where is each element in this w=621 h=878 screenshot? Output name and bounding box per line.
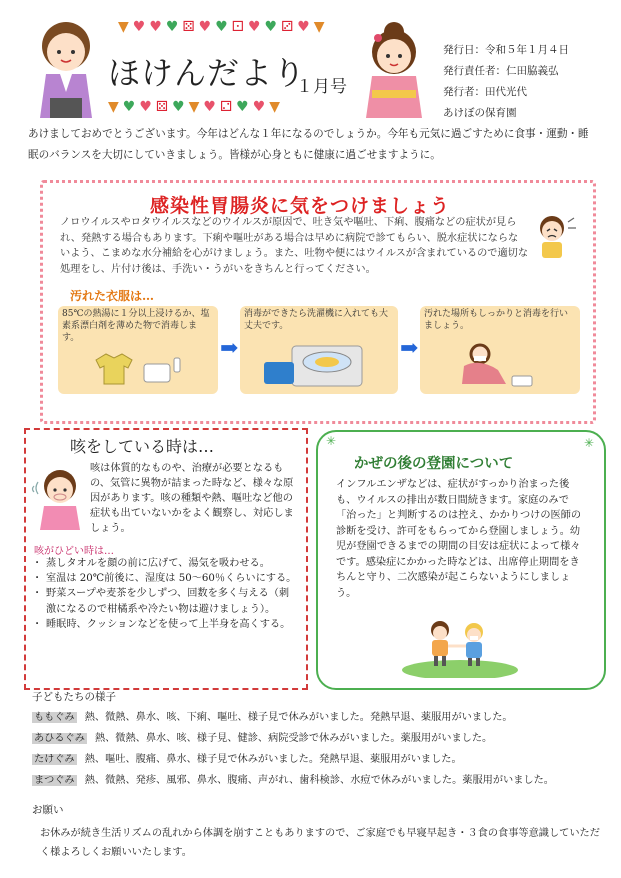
table-row — [32, 729, 612, 748]
table-row — [32, 771, 612, 790]
heart-icon: ♥ — [247, 19, 261, 35]
heart-icon: ♥ — [252, 99, 266, 115]
spinning-top-icon: ▼ — [108, 99, 119, 115]
spinning-top-icon: ▼ — [188, 99, 200, 115]
arrow-right-icon: ➡ — [400, 336, 419, 361]
heart-icon: ♥ — [149, 19, 162, 35]
class-status: 熱、嘔吐、腹痛、鼻水、様子見で休みがいました。発熱早退、薬服用がいました。 — [84, 754, 462, 765]
cold-body: インフルエンザなどは、症状がすっかり治まった後も、ウイルスの排出が数日間続きます。家庭のみで「治った」と判断するのは控え、かかりつけの医師の診断を受け、許可をもらってから登園しましょう。幼児が登園できるまでの期間の目安は症状によって様々です。感染症にかかった時などは、出席停止期間をきちんと守り、二次感染が起こらないようにしましょう。 — [336, 479, 582, 599]
class-name: あひるぐみ — [34, 733, 85, 744]
step-card-1 — [58, 306, 218, 394]
publish-date: 発行日：令和５年１月４日 — [443, 44, 569, 56]
editor: 発行責任者：仁田脇義弘 — [443, 65, 559, 77]
cleaning-person-icon — [450, 340, 550, 392]
request-body: お休みが続き生活リズムの乱れから体調を崩すこともありますので、ご家庭でも早寝早起き・３食の食事等意識していただく様よろしくお願いいたします。 — [40, 828, 600, 858]
arrow-right-icon: ➡ — [220, 336, 239, 361]
dice-icon: ⚄ — [182, 19, 195, 35]
spinning-top-icon: ▼ — [313, 19, 325, 35]
step-card-3 — [420, 306, 580, 394]
table-row — [32, 708, 612, 727]
spinning-top-icon: ▼ — [118, 19, 129, 35]
gastro-title: 感染性胃腸炎に気をつけましょう — [150, 195, 451, 217]
class-name: まつぐみ — [34, 775, 75, 786]
publication-info — [443, 40, 569, 124]
organization: あけぼの保育園 — [443, 107, 517, 119]
newsletter-title: ほけんだより — [108, 54, 307, 92]
heart-icon: ♥ — [203, 99, 216, 115]
list-item: ・ 睡眠時、クッションなどを使って上半身を高くする。 — [34, 617, 298, 632]
table-row — [32, 750, 612, 769]
class-name: ももぐみ — [34, 712, 75, 723]
gastro-body: ノロウイルスやロタウイルスなどのウイルスが原因で、吐き気や嘔吐、下痢、腹痛などの症状が見られ、発熱する場合もあります。下痢や嘔吐がある場合は早めに病院で診てもらい、脱水症状にならないよう、こまめな水分補給を心がけましょう。また、吐物や便にはウイルスが含まれているので適切な処理をし、片付け後は、手洗い・うがいをきちんと行ってください。 — [60, 217, 529, 275]
dice-icon: ⚂ — [281, 19, 294, 35]
request-heading: お願い — [32, 804, 64, 816]
heart-icon: ♥ — [132, 19, 146, 35]
laundry-clothes-icon — [88, 350, 188, 390]
heart-icon: ♥ — [215, 19, 228, 35]
heart-icon: ♥ — [236, 99, 249, 115]
class-status: 熱、微熱、発疹、風邪、鼻水、腹痛、声がれ、歯科検診、水痘で休みがいました。薬服用がいました。 — [84, 775, 554, 786]
cough-body: 咳は体質的なものや、治療が必要となるもの、気管に異物が詰まった時など、様々な原因があります。咳の種類や熱、嘔吐など他の症状も出ていないかをよく観察し、対応しましょう。 — [90, 463, 294, 534]
boy-illustration — [26, 14, 106, 118]
heart-icon: ♥ — [122, 99, 136, 115]
sparkle-icon: ✳ — [326, 434, 337, 448]
dice-icon: ⚄ — [155, 99, 169, 115]
washing-machine-icon — [262, 342, 372, 390]
coughing-child-illustration — [30, 466, 88, 530]
heart-icon: ♥ — [172, 99, 185, 115]
dice-icon: ⚁ — [219, 99, 233, 115]
spinning-top-icon: ▼ — [269, 99, 281, 115]
kids-status-heading: 子どもたちの様子 — [32, 691, 116, 703]
step-text-1: 85℃の熱湯に１分以上浸けるか、塩素系漂白剤を薄めた物で消毒します。 — [62, 309, 210, 343]
heart-icon: ♥ — [165, 19, 179, 35]
list-item: ・ 蒸しタオルを顔の前に広げて、湯気を吸わせる。 — [34, 556, 298, 571]
step-text-2: 消毒ができたら洗濯機に入れても大丈夫です。 — [244, 309, 389, 331]
children-walking-illustration — [400, 614, 520, 678]
class-status: 熱、微熱、鼻水、咳、下痢、嘔吐、様子見で休みがいました。発熱早退、薬服用がいました。 — [84, 712, 513, 723]
step-text-3: 汚れた場所もしっかりと消毒を行いましょう。 — [424, 309, 569, 331]
cough-subheading: 咳がひどい時は… — [34, 546, 114, 557]
author: 発行者：田代光代 — [443, 86, 527, 98]
cough-tips-list — [34, 556, 298, 632]
cold-title: かぜの後の登園について — [354, 456, 514, 472]
decoration-row-top — [118, 16, 418, 38]
heart-icon: ♥ — [264, 19, 278, 35]
sick-child-illustration — [532, 212, 578, 260]
decoration-row-bottom — [108, 96, 408, 118]
class-name: たけぐみ — [34, 754, 75, 765]
issue-number: １月号 — [296, 77, 347, 97]
list-item: ・ 室温は 20℃前後に、湿度は 50～60％くらいにする。 — [34, 571, 298, 586]
step-card-2 — [240, 306, 398, 394]
dice-icon: ⚀ — [231, 19, 244, 35]
heart-icon: ♥ — [297, 19, 310, 35]
gastro-subheading: 汚れた衣服は… — [70, 289, 155, 303]
heart-icon: ♥ — [139, 99, 152, 115]
cough-title: 咳をしている時は… — [70, 437, 215, 456]
class-status: 熱、微熱、鼻水、咳、様子見、健診、病院受診で休みがいました。薬服用がいました。 — [94, 733, 493, 744]
intro-text: あけましておめでとうございます。今年はどんな１年になるのでしょうか。今年も元気に過ごすために食事・運動・睡眠のバランスを大切にしていきましょう。皆様が心身ともに健康に過ごせますように。 — [28, 128, 589, 161]
heart-icon: ♥ — [198, 19, 212, 35]
sparkle-icon: ✳ — [584, 436, 595, 450]
list-item: ・ 野菜スープや麦茶を少しずつ、回数を多く与える（刺激になるので柑橘系や冷たい物は避けましょう）。 — [34, 586, 298, 616]
